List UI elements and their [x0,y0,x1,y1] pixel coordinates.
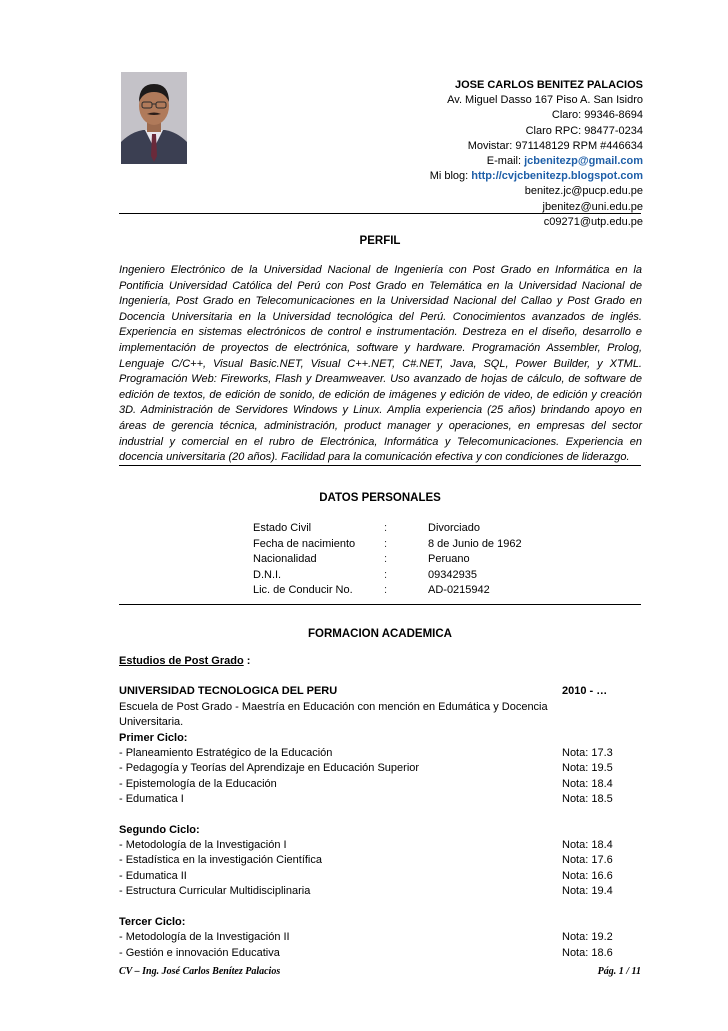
course-grade: Nota: 18.6 [562,946,613,959]
email-uni: jbenitez@uni.edu.pe [542,200,643,213]
personal-title: DATOS PERSONALES [319,492,441,504]
personal-value: 09342935 [428,568,477,581]
study-period: 2010 - … [562,685,608,698]
phone-movistar: Movistar: 971148129 RPM #446634 [467,139,643,152]
personal-sep: : [384,568,388,581]
course-grade: Nota: 16.6 [562,869,613,882]
personal-row [253,583,522,599]
personal-label: Lic. de Conducir No. [253,584,353,597]
email-line [430,154,643,169]
personal-sep: : [384,522,388,534]
personal-row [253,552,522,568]
course-name: - Gestión e innovación Educativa [119,946,280,959]
course-name: - Planeamiento Estratégico de la Educación [119,747,333,760]
divider [119,213,641,214]
divider [119,604,641,605]
address: Av. Miguel Dasso 167 Piso A. San Isidro [447,94,643,107]
course-name: - Edumatica I [119,793,184,806]
email-utp: c09271@utp.edu.pe [543,215,643,228]
personal-value: Divorciado [428,522,480,534]
personal-sep: : [384,553,388,566]
phone-claro: Claro: 99346-8694 [551,109,643,122]
blog-label: Mi blog: [429,170,472,183]
course-row [119,746,642,761]
personal-label: Nacionalidad [253,553,317,566]
personal-value: Peruano [428,553,470,566]
contact-block [430,78,643,230]
blog-link[interactable]: http://cvjcbenitezp.blogspot.com [471,170,643,183]
personal-row [253,521,522,537]
academic-section [119,654,642,961]
postgrad-label: Estudios de Post Grado [119,655,244,667]
email-link[interactable]: jcbenitezp@gmail.com [524,155,643,168]
university-row [119,684,642,699]
page-number: Pág. 1 / 11 [597,966,641,977]
course-row [119,869,642,884]
course-name: - Epistemología de la Educación [119,777,277,790]
course-row [119,777,642,792]
personal-row [253,568,522,584]
email-pucp: benitez.jc@pucp.edu.pe [524,185,643,198]
postgrad-heading [119,654,642,669]
personal-row [253,537,522,553]
course-grade: Nota: 17.6 [562,854,613,867]
personal-sep: : [384,537,388,550]
personal-label: D.N.I. [253,568,282,581]
postgrad-suffix: : [243,655,251,667]
course-grade: Nota: 18.4 [562,839,613,852]
course-name: - Pedagogía y Teorías del Aprendizaje en Educación Superior [119,762,420,775]
full-name: JOSE CARLOS BENITEZ PALACIOS [454,79,643,91]
page-footer [119,966,641,977]
profile-text: Ingeniero Electrónico de la Universidad Nacional de Ingeniería con Post Grado en Informática en la Pontificia Universidad Católica del Perú con Post Grado en Telemática en la Universidad Nacional de Ingeniería, Post Grado en Telecomunicaciones en la Universidad Nacional del Callao y Post Grado en Docencia Universitaria en la Universidad tecnológica del Perú. Conocimientos avanzados de inglés. Experiencia en sistemas electrónicos de control e instrumentación. Destreza en el diseño, desarrollo e implementación de proyectos de electrónica, software y hardware. Programación Assembler, Prolog, Lenguaje C/C++, Visual Basic.NET, Visual C++.NET, C#.NET, Java, SQL, Power Builder, y XTML. Programación Web: Fireworks, Flash y Dreamweaver. Uso avanzado de hojas de cálculo, de software de edición de textos, de edición de sonido, de edición de imágenes y edición de video, de edición y creación 3D. Administración de Servidores Windows y Linux. Amplia experiencia (25 años) brindando apoyo en áreas de gerencia técnica, administración, product manager y operaciones, en empresas del sector industrial y comercial en el rubro de Electrónica, Informática y Telecomunicaciones. Experiencia en docencia universitaria (20 años). Facilidad para la comunicación efectiva y con condiciones de liderazgo. [119,264,642,464]
course-row [119,838,642,853]
portrait-icon [121,72,187,164]
course-name: - Metodología de la Investigación I [119,839,287,852]
course-grade: Nota: 19.5 [562,762,613,775]
academic-title: FORMACION ACADEMICA [308,628,452,640]
university-name: UNIVERSIDAD TECNOLOGICA DEL PERU [119,685,338,698]
cycle-title: Primer Ciclo: [119,731,188,744]
personal-value: AD-0215942 [428,584,490,597]
course-row [119,761,642,776]
course-name: - Estadística en la investigación Científica [119,854,322,867]
course-grade: Nota: 17.3 [562,747,613,760]
course-name: - Estructura Curricular Multidisciplinaria [119,885,311,898]
course-row [119,792,642,807]
divider [119,465,641,466]
profile-title: PERFIL [359,235,401,247]
footer-author: CV – Ing. José Carlos Benítez Palacios [119,966,281,977]
course-grade: Nota: 19.4 [562,885,613,898]
personal-value: 8 de Junio de 1962 [428,537,522,550]
email-label: E-mail: [486,155,525,168]
phone-claro-rpc: Claro RPC: 98477-0234 [525,124,643,137]
program-description: Escuela de Post Grado - Maestría en Educación con mención en Edumática y Docencia Universitaria. [119,700,548,729]
course-row [119,884,642,899]
portrait-photo [121,72,187,164]
course-name: - Metodología de la Investigación II [119,931,290,944]
course-grade: Nota: 18.4 [562,777,613,790]
course-row [119,946,642,961]
course-row [119,930,642,945]
personal-sep: : [384,584,388,597]
course-grade: Nota: 19.2 [562,931,613,944]
cycle-title: Segundo Ciclo: [119,823,200,836]
personal-label: Estado Civil [253,522,312,534]
blog-line [430,169,643,184]
course-name: - Edumatica II [119,869,187,882]
course-row [119,853,642,868]
cycle-title: Tercer Ciclo: [119,915,186,928]
personal-table [253,521,522,599]
course-grade: Nota: 18.5 [562,793,613,806]
personal-label: Fecha de nacimiento [253,537,356,550]
